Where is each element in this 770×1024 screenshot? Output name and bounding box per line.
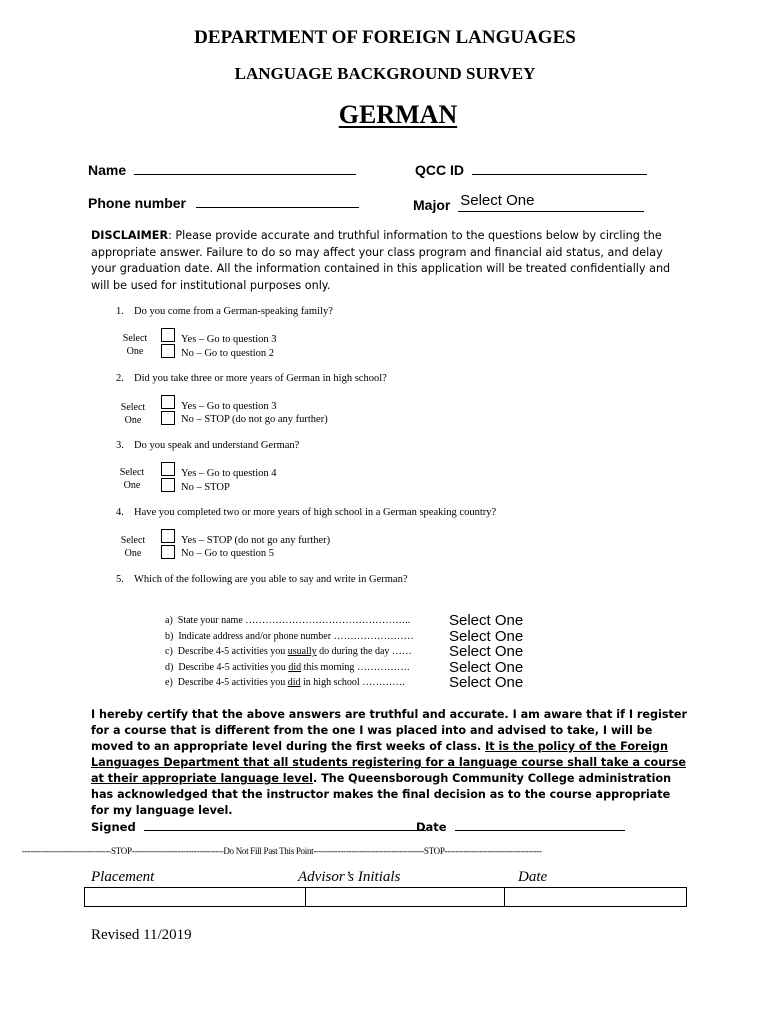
signed-label: Signed — [91, 820, 136, 834]
q2-yes-checkbox[interactable] — [161, 395, 175, 409]
signature-line[interactable] — [144, 818, 426, 831]
q1-no-checkbox[interactable] — [161, 344, 175, 358]
q3-yes-checkbox[interactable] — [161, 462, 175, 476]
question-5: 5. Which of the following are you able to say and write in German? — [116, 574, 408, 585]
stop-divider: ---------------------------------STOP----------------------------------Do Not Fill Past This Point-----------------------------------------STOP------------------------------------ — [22, 846, 542, 856]
select-one-label: Select One — [122, 333, 148, 357]
q1-no-option: No – Go to question 2 — [181, 348, 275, 359]
question-5-text: Which of the following are you able to say and write in German? — [134, 574, 408, 585]
q5-option-d: d) Describe 4-5 activities you did this morning ……………. Select One — [165, 658, 524, 676]
q5-option-e: e) Describe 4-5 activities you did in high school …………. Select One — [165, 674, 524, 691]
name-input-line[interactable] — [134, 160, 356, 175]
phone-field[interactable] — [88, 193, 359, 211]
major-label: Major — [413, 197, 451, 213]
q5-option-b: b) Indicate address and/or phone number …………………… Select One — [165, 627, 524, 645]
q1-yes-option: Yes – Go to question 3 — [181, 334, 277, 345]
disclaimer-lead: DISCLAIMER — [91, 229, 169, 242]
phone-input-line[interactable] — [196, 193, 359, 208]
q4-yes-option: Yes – STOP (do not go any further) — [181, 535, 331, 546]
q4-no-checkbox[interactable] — [161, 545, 175, 559]
q1-yes-checkbox[interactable] — [161, 328, 175, 342]
major-select[interactable] — [458, 192, 644, 212]
placement-table — [84, 887, 687, 907]
placement-date-cell[interactable] — [505, 888, 687, 907]
survey-title: LANGUAGE BACKGROUND SURVEY — [234, 64, 536, 83]
major-field[interactable] — [413, 193, 644, 213]
department-title: DEPARTMENT OF FOREIGN LANGUAGES — [194, 27, 576, 48]
language-title: GERMAN — [338, 100, 458, 129]
question-1: 1. Do you come from a German-speaking family? — [116, 306, 333, 317]
name-label: Name — [88, 162, 127, 178]
q2-no-option: No – STOP (do not go any further) — [181, 414, 328, 425]
q4-no-option: No – Go to question 5 — [181, 548, 275, 559]
certification-statement: I hereby certify that the above answers are truthful and accurate. I am aware that if I register for a course that is different from the one I was placed into and advised to take, I will be moved to an appropriate level during the first weeks of class. It is the policy of the Foreign Languages Department that all students registering for a language course shall take a course at their appropriate language level. The Queensborough Community College administration has acknowledged that the instructor makes the final decision as to the course appropriate for my language level. — [91, 708, 687, 817]
question-4-text: Have you completed two or more years of high school in a German speaking country? — [134, 507, 497, 518]
qcc-id-label: QCC ID — [415, 162, 464, 178]
question-2: 2. Did you take three or more years of German in high school? — [116, 373, 387, 384]
question-2-text: Did you take three or more years of German in high school? — [134, 373, 387, 384]
select-one-label: Select One — [119, 467, 145, 491]
phone-label: Phone number — [88, 195, 187, 211]
advisor-initials-cell[interactable] — [306, 888, 505, 907]
q5-option-c: c) Describe 4-5 activities you usually do during the day …… Select One — [165, 643, 524, 660]
question-1-text: Do you come from a German-speaking family? — [134, 306, 333, 317]
q5a-select[interactable]: Select One — [449, 612, 524, 629]
q3-no-checkbox[interactable] — [161, 478, 175, 492]
question-4: 4. Have you completed two or more years of high school in a German speaking country? — [116, 507, 497, 518]
revised-date: Revised 11/2019 — [91, 927, 192, 943]
q2-no-checkbox[interactable] — [161, 411, 175, 425]
qcc-id-input-line[interactable] — [472, 160, 647, 175]
qcc-id-field[interactable] — [415, 160, 647, 178]
q2-yes-option: Yes – Go to question 3 — [181, 401, 277, 412]
q3-yes-option: Yes – Go to question 4 — [181, 468, 277, 479]
placement-header: Placement — [91, 869, 155, 885]
disclaimer-text: : Please provide accurate and truthful information to the questions below by circling the appropriate answer. Failure to do so may affect your class program and financial aid status, and delay your graduation date. All the information contained in this application will be treated confidentially and will be used for institutional purposes only. — [91, 229, 671, 292]
q5e-select[interactable]: Select One — [449, 674, 524, 691]
date-header: Date — [518, 869, 548, 885]
select-one-label: Select One — [120, 535, 146, 559]
date-field[interactable] — [416, 818, 625, 834]
q5-option-a: a) State your name ………………………………………….. Select One — [165, 612, 524, 629]
q5c-select[interactable]: Select One — [449, 643, 524, 660]
select-one-label: Select One — [120, 402, 146, 426]
disclaimer — [91, 228, 681, 294]
advisor-initials-header: Advisor’s Initials — [298, 869, 401, 885]
q5-options — [165, 612, 535, 690]
major-select-value: Select One — [460, 192, 535, 209]
q5d-select[interactable]: Select One — [449, 658, 524, 676]
placement-cell[interactable] — [85, 888, 306, 907]
question-3-text: Do you speak and understand German? — [134, 440, 300, 451]
date-line[interactable] — [455, 818, 625, 831]
signed-field[interactable] — [91, 818, 426, 834]
q5b-select[interactable]: Select One — [449, 627, 524, 645]
q4-yes-checkbox[interactable] — [161, 529, 175, 543]
question-3: 3. Do you speak and understand German? — [116, 440, 300, 451]
name-field[interactable] — [88, 160, 356, 178]
q3-no-option: No – STOP — [181, 482, 230, 493]
date-label: Date — [416, 820, 447, 834]
